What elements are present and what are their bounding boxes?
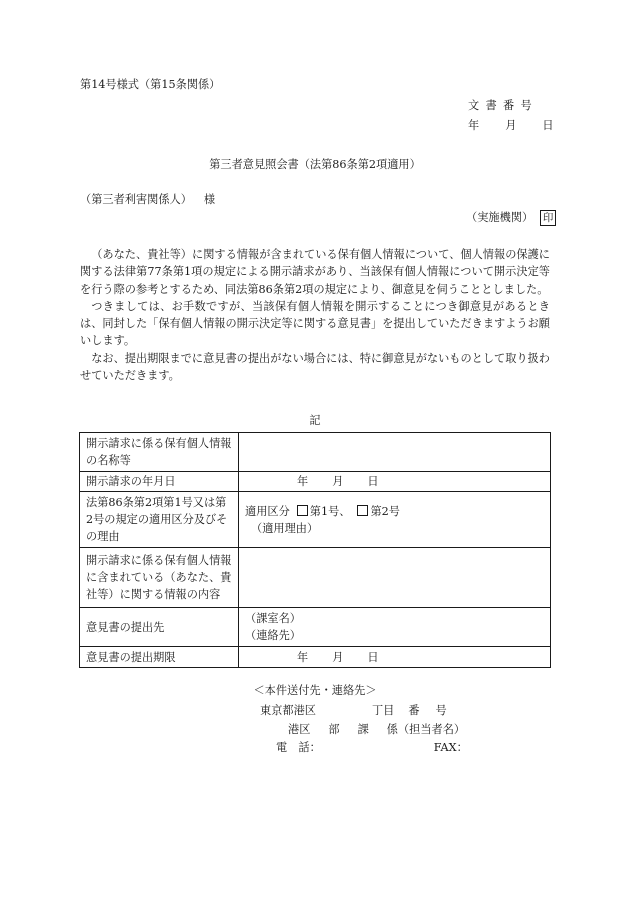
address-prefix: 東京都港区 [260, 704, 316, 717]
table-row [80, 433, 551, 472]
day-label: 日 [367, 650, 379, 664]
table-row [80, 647, 551, 668]
row-label: 法第86条第2項第1号又は第2号の規定の適用区分及びその理由 [80, 492, 239, 548]
ward-label: 港区 [288, 723, 311, 736]
table-row [80, 472, 551, 492]
category-label: 適用区分 [245, 504, 290, 518]
bu-label: 部 [328, 723, 340, 736]
go-label: 号 [435, 704, 447, 717]
section-label: （課室名） [245, 612, 301, 625]
contact-address [260, 704, 447, 718]
year-label: 年 [297, 475, 309, 488]
ki-heading: 記 [309, 414, 321, 427]
fax-label: FAX： [433, 741, 468, 754]
seal-stamp: 印 [540, 210, 556, 226]
body-paragraph: なお、提出期限までに意見書の提出がない場合には、特に御意見がないものとして取り扱わせていただきます。 [80, 351, 550, 383]
addressee-honorific: 様 [203, 193, 216, 206]
option2-label: 第2号 [370, 504, 400, 518]
form-number: 第14号様式（第15条関係） [80, 78, 221, 91]
month-label: 月 [332, 475, 344, 488]
table-row [80, 548, 551, 608]
contact-phone [276, 741, 468, 755]
row-value[interactable] [239, 548, 551, 608]
addressee-name: （第三者利害関係人） [80, 193, 192, 206]
document-date [468, 119, 554, 133]
date-year-label: 年 [468, 119, 480, 132]
submission-destination-value [239, 608, 551, 647]
contact-department [288, 723, 465, 737]
checkbox-option2[interactable] [357, 505, 368, 516]
chome-label: 丁目 [371, 704, 395, 717]
reason-label: （適用理由） [251, 521, 319, 535]
table-row [80, 492, 551, 548]
table-row [80, 608, 551, 647]
row-value[interactable] [239, 433, 551, 472]
body-paragraph: つきましては、お手数ですが、当該保有個人情報を開示することにつき御意見があるときは、同封した「保有個人情報の開示決定等に関する意見書」を提出していただきますようお願いします。 [80, 299, 550, 348]
row-label: 開示請求に係る保有個人情報の名称等 [80, 433, 239, 472]
contact-title: ＜本件送付先・連絡先＞ [253, 684, 377, 697]
body-paragraph: （あなた、貴社等）に関する情報が含まれている保有個人情報について、個人情報の保護に関する法律第77条第1項の規定による開示請求があり、当該保有個人情報について開示決定等を行う際の参考とするため、同法第86条第2項の規定により、御意見を伺うこととしました。 [80, 248, 550, 296]
kakari-label: 係（担当者名） [386, 723, 466, 736]
month-label: 月 [332, 650, 344, 664]
document-number-label: 文書番号 [468, 99, 538, 112]
date-day-label: 日 [542, 119, 554, 132]
ban-label: 番 [408, 704, 420, 717]
document-title: 第三者意見照会書（法第86条第2項適用） [209, 158, 421, 171]
phone-label: 電 話： [276, 741, 321, 754]
checkbox-option1[interactable] [297, 505, 308, 516]
option1-label: 第1号、 [309, 504, 351, 518]
ka-label: 課 [357, 723, 369, 736]
day-label: 日 [367, 475, 379, 488]
addressee [80, 193, 215, 207]
row-label: 開示請求に係る保有個人情報に含まれている（あなた、貴社等）に関する情報の内容 [80, 548, 239, 608]
deadline-value[interactable] [239, 647, 551, 668]
row-label: 意見書の提出先 [80, 608, 239, 647]
category-value [239, 492, 551, 548]
sender [466, 210, 556, 226]
request-date-value[interactable] [239, 472, 551, 492]
body-text [80, 246, 550, 384]
date-month-label: 月 [505, 119, 517, 132]
row-label: 開示請求の年月日 [80, 472, 239, 492]
info-table [79, 432, 551, 668]
sender-org: （実施機関） [466, 211, 534, 224]
year-label: 年 [297, 650, 309, 664]
contact-label: （連絡先） [245, 629, 301, 642]
row-label: 意見書の提出期限 [80, 647, 239, 668]
